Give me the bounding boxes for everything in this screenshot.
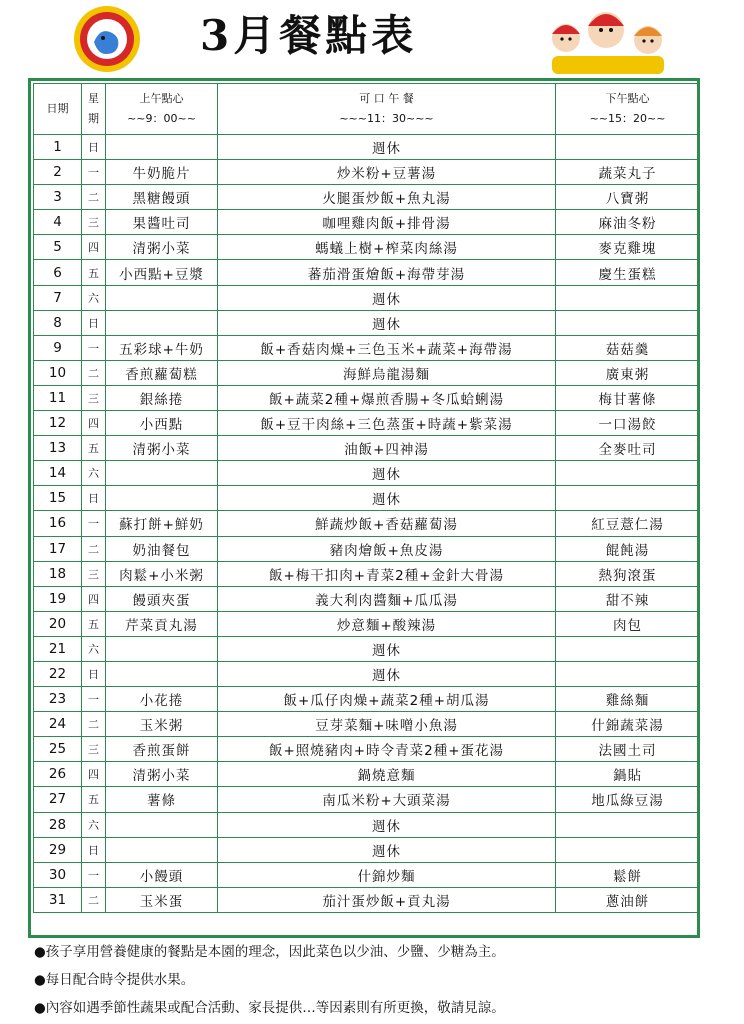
- table-row: [34, 461, 700, 486]
- day-cell: 2: [34, 160, 82, 185]
- table-row: [34, 411, 700, 436]
- lunch-cell: 飯+蔬菜2種+爆煎香腸+冬瓜蛤蜊湯: [218, 385, 556, 410]
- table-row: [34, 837, 700, 862]
- weekday-cell: 五: [82, 787, 106, 812]
- afternoon-snack-cell: 蔬菜丸子: [556, 160, 700, 185]
- table-row: [34, 235, 700, 260]
- afternoon-snack-cell: [556, 812, 700, 837]
- lunch-cell: 週休: [218, 661, 556, 686]
- afternoon-snack-cell: 蔥油餅: [556, 887, 700, 912]
- lunch-cell: 飯+照燒豬肉+時令青菜2種+蛋花湯: [218, 737, 556, 762]
- weekday-cell: 六: [82, 812, 106, 837]
- morning-snack-cell: 香煎蘿蔔糕: [106, 360, 218, 385]
- morning-snack-cell: 牛奶脆片: [106, 160, 218, 185]
- table-row: [34, 260, 700, 285]
- table-row: [34, 135, 700, 160]
- table-header-row: [34, 84, 700, 135]
- header-date: 日期: [34, 84, 82, 135]
- afternoon-snack-cell: [556, 837, 700, 862]
- weekday-cell: 三: [82, 210, 106, 235]
- afternoon-snack-cell: 鬆餅: [556, 862, 700, 887]
- lunch-cell: 炒意麵+酸辣湯: [218, 611, 556, 636]
- afternoon-snack-cell: [556, 661, 700, 686]
- note-item: ●每日配合時令提供水果。: [34, 972, 195, 988]
- lunch-cell: 飯+瓜仔肉燥+蔬菜2種+胡瓜湯: [218, 687, 556, 712]
- table-row: [34, 762, 700, 787]
- lunch-cell: 飯+香菇肉燥+三色玉米+蔬菜+海帶湯: [218, 335, 556, 360]
- afternoon-snack-cell: 紅豆薏仁湯: [556, 511, 700, 536]
- weekday-cell: 三: [82, 561, 106, 586]
- weekday-cell: 一: [82, 862, 106, 887]
- day-cell: 20: [34, 611, 82, 636]
- table-row: [34, 687, 700, 712]
- day-cell: 8: [34, 310, 82, 335]
- lunch-cell: 什錦炒麵: [218, 862, 556, 887]
- morning-snack-cell: 饅頭夾蛋: [106, 586, 218, 611]
- weekday-cell: 五: [82, 260, 106, 285]
- table-row: [34, 787, 700, 812]
- lunch-cell: 炒米粉+豆薯湯: [218, 160, 556, 185]
- day-cell: 23: [34, 687, 82, 712]
- weekday-cell: 日: [82, 837, 106, 862]
- lunch-cell: 油飯+四神湯: [218, 436, 556, 461]
- table-row: [34, 712, 700, 737]
- morning-snack-cell: [106, 135, 218, 160]
- table-row: [34, 812, 700, 837]
- lunch-cell: 鍋燒意麵: [218, 762, 556, 787]
- note-item: ●孩子享用營養健康的餐點是本園的理念，因此菜色以少油、少鹽、少糖為主。: [34, 944, 505, 960]
- lunch-cell: 週休: [218, 486, 556, 511]
- lunch-cell: 義大利肉醬麵+瓜瓜湯: [218, 586, 556, 611]
- weekday-cell: 日: [82, 310, 106, 335]
- afternoon-snack-cell: 甜不辣: [556, 586, 700, 611]
- afternoon-snack-cell: 雞絲麵: [556, 687, 700, 712]
- day-cell: 1: [34, 135, 82, 160]
- day-cell: 25: [34, 737, 82, 762]
- morning-snack-cell: 銀絲捲: [106, 385, 218, 410]
- afternoon-snack-cell: 八寶粥: [556, 185, 700, 210]
- table-row: [34, 360, 700, 385]
- morning-snack-cell: 玉米蛋: [106, 887, 218, 912]
- morning-snack-cell: [106, 661, 218, 686]
- weekday-cell: 三: [82, 737, 106, 762]
- lunch-cell: 飯+梅干扣肉+青菜2種+金針大骨湯: [218, 561, 556, 586]
- morning-snack-cell: 玉米粥: [106, 712, 218, 737]
- table-row: [34, 887, 700, 912]
- morning-snack-cell: 清粥小菜: [106, 762, 218, 787]
- weekday-cell: 一: [82, 687, 106, 712]
- weekday-cell: 四: [82, 235, 106, 260]
- afternoon-snack-cell: 麻油冬粉: [556, 210, 700, 235]
- header-weekday: 星 期: [82, 84, 106, 135]
- day-cell: 15: [34, 486, 82, 511]
- weekday-cell: 日: [82, 486, 106, 511]
- header-afternoon-snack: 下午點心 ~~15：20~~: [556, 84, 700, 135]
- day-cell: 28: [34, 812, 82, 837]
- afternoon-snack-cell: 地瓜綠豆湯: [556, 787, 700, 812]
- lunch-cell: 週休: [218, 310, 556, 335]
- morning-snack-cell: [106, 310, 218, 335]
- afternoon-snack-cell: 鍋貼: [556, 762, 700, 787]
- morning-snack-cell: 小花捲: [106, 687, 218, 712]
- lunch-cell: 週休: [218, 285, 556, 310]
- morning-snack-cell: [106, 285, 218, 310]
- afternoon-snack-cell: 梅甘薯條: [556, 385, 700, 410]
- weekday-cell: 六: [82, 636, 106, 661]
- afternoon-snack-cell: 一口湯餃: [556, 411, 700, 436]
- afternoon-snack-cell: 廣東粥: [556, 360, 700, 385]
- day-cell: 10: [34, 360, 82, 385]
- table-row: [34, 661, 700, 686]
- afternoon-snack-cell: 什錦蔬菜湯: [556, 712, 700, 737]
- lunch-cell: 豆芽菜麵+味噌小魚湯: [218, 712, 556, 737]
- morning-snack-cell: 薯條: [106, 787, 218, 812]
- afternoon-snack-cell: 肉包: [556, 611, 700, 636]
- morning-snack-cell: [106, 461, 218, 486]
- table-row: [34, 160, 700, 185]
- lunch-cell: 週休: [218, 461, 556, 486]
- day-cell: 9: [34, 335, 82, 360]
- morning-snack-cell: 果醬吐司: [106, 210, 218, 235]
- morning-snack-cell: 五彩球+牛奶: [106, 335, 218, 360]
- weekday-cell: 日: [82, 661, 106, 686]
- children-illustration: [544, 2, 674, 78]
- table-row: [34, 636, 700, 661]
- school-logo: [72, 4, 142, 74]
- lunch-cell: 鮮蔬炒飯+香菇蘿蔔湯: [218, 511, 556, 536]
- lunch-cell: 週休: [218, 135, 556, 160]
- morning-snack-cell: [106, 812, 218, 837]
- weekday-cell: 二: [82, 712, 106, 737]
- day-cell: 6: [34, 260, 82, 285]
- table-row: [34, 185, 700, 210]
- lunch-cell: 週休: [218, 837, 556, 862]
- weekday-cell: 二: [82, 536, 106, 561]
- afternoon-snack-cell: [556, 636, 700, 661]
- lunch-cell: 週休: [218, 636, 556, 661]
- lunch-cell: 茄汁蛋炒飯+貢丸湯: [218, 887, 556, 912]
- menu-table: [33, 83, 700, 913]
- weekday-cell: 日: [82, 135, 106, 160]
- afternoon-snack-cell: [556, 461, 700, 486]
- weekday-cell: 四: [82, 762, 106, 787]
- afternoon-snack-cell: 餛飩湯: [556, 536, 700, 561]
- afternoon-snack-cell: [556, 486, 700, 511]
- table-row: [34, 737, 700, 762]
- weekday-cell: 六: [82, 461, 106, 486]
- weekday-cell: 四: [82, 586, 106, 611]
- table-row: [34, 561, 700, 586]
- day-cell: 16: [34, 511, 82, 536]
- lunch-cell: 螞蟻上樹+榨菜肉絲湯: [218, 235, 556, 260]
- day-cell: 18: [34, 561, 82, 586]
- day-cell: 3: [34, 185, 82, 210]
- menu-sheet: [28, 78, 700, 938]
- lunch-cell: 蕃茄滑蛋燴飯+海帶芽湯: [218, 260, 556, 285]
- day-cell: 17: [34, 536, 82, 561]
- day-cell: 21: [34, 636, 82, 661]
- afternoon-snack-cell: 法國土司: [556, 737, 700, 762]
- table-row: [34, 586, 700, 611]
- lunch-cell: 週休: [218, 812, 556, 837]
- lunch-cell: 南瓜米粉+大頭菜湯: [218, 787, 556, 812]
- lunch-cell: 海鮮烏龍湯麵: [218, 360, 556, 385]
- day-cell: 4: [34, 210, 82, 235]
- day-cell: 12: [34, 411, 82, 436]
- lunch-cell: 火腿蛋炒飯+魚丸湯: [218, 185, 556, 210]
- day-cell: 24: [34, 712, 82, 737]
- weekday-cell: 二: [82, 185, 106, 210]
- morning-snack-cell: 奶油餐包: [106, 536, 218, 561]
- morning-snack-cell: 小西點: [106, 411, 218, 436]
- day-cell: 14: [34, 461, 82, 486]
- afternoon-snack-cell: [556, 135, 700, 160]
- table-row: [34, 285, 700, 310]
- header-morning-snack: 上午點心 ~~9：00~~: [106, 84, 218, 135]
- table-row: [34, 511, 700, 536]
- day-cell: 26: [34, 762, 82, 787]
- afternoon-snack-cell: 菇菇羹: [556, 335, 700, 360]
- table-row: [34, 310, 700, 335]
- table-row: [34, 536, 700, 561]
- note-item: ●內容如遇季節性蔬果或配合活動、家長提供…等因素則有所更換，敬請見諒。: [34, 1000, 505, 1016]
- day-cell: 11: [34, 385, 82, 410]
- day-cell: 31: [34, 887, 82, 912]
- morning-snack-cell: 肉鬆+小米粥: [106, 561, 218, 586]
- morning-snack-cell: 小饅頭: [106, 862, 218, 887]
- table-row: [34, 335, 700, 360]
- header-lunch: 可 口 午 餐 ~~~11：30~~~: [218, 84, 556, 135]
- table-row: [34, 611, 700, 636]
- day-cell: 5: [34, 235, 82, 260]
- day-cell: 7: [34, 285, 82, 310]
- morning-snack-cell: 蘇打餅+鮮奶: [106, 511, 218, 536]
- morning-snack-cell: [106, 486, 218, 511]
- weekday-cell: 三: [82, 385, 106, 410]
- weekday-cell: 五: [82, 611, 106, 636]
- weekday-cell: 一: [82, 511, 106, 536]
- weekday-cell: 一: [82, 160, 106, 185]
- morning-snack-cell: 小西點+豆漿: [106, 260, 218, 285]
- morning-snack-cell: 香煎蛋餅: [106, 737, 218, 762]
- morning-snack-cell: 芹菜貢丸湯: [106, 611, 218, 636]
- table-row: [34, 862, 700, 887]
- notes-section: [34, 938, 724, 1022]
- table-row: [34, 210, 700, 235]
- lunch-cell: 豬肉燴飯+魚皮湯: [218, 536, 556, 561]
- lunch-cell: 咖哩雞肉飯+排骨湯: [218, 210, 556, 235]
- morning-snack-cell: [106, 837, 218, 862]
- weekday-cell: 二: [82, 360, 106, 385]
- afternoon-snack-cell: [556, 310, 700, 335]
- day-cell: 22: [34, 661, 82, 686]
- morning-snack-cell: 清粥小菜: [106, 235, 218, 260]
- day-cell: 30: [34, 862, 82, 887]
- weekday-cell: 四: [82, 411, 106, 436]
- morning-snack-cell: 清粥小菜: [106, 436, 218, 461]
- weekday-cell: 五: [82, 436, 106, 461]
- morning-snack-cell: 黑糖饅頭: [106, 185, 218, 210]
- weekday-cell: 一: [82, 335, 106, 360]
- afternoon-snack-cell: 熱狗滾蛋: [556, 561, 700, 586]
- day-cell: 29: [34, 837, 82, 862]
- table-row: [34, 436, 700, 461]
- table-row: [34, 486, 700, 511]
- weekday-cell: 二: [82, 887, 106, 912]
- afternoon-snack-cell: 全麥吐司: [556, 436, 700, 461]
- day-cell: 27: [34, 787, 82, 812]
- afternoon-snack-cell: [556, 285, 700, 310]
- table-row: [34, 385, 700, 410]
- lunch-cell: 飯+豆干肉絲+三色蒸蛋+時蔬+紫菜湯: [218, 411, 556, 436]
- morning-snack-cell: [106, 636, 218, 661]
- afternoon-snack-cell: 慶生蛋糕: [556, 260, 700, 285]
- afternoon-snack-cell: 麥克雞塊: [556, 235, 700, 260]
- day-cell: 19: [34, 586, 82, 611]
- weekday-cell: 六: [82, 285, 106, 310]
- day-cell: 13: [34, 436, 82, 461]
- page-title: 3月餐點表: [200, 11, 418, 60]
